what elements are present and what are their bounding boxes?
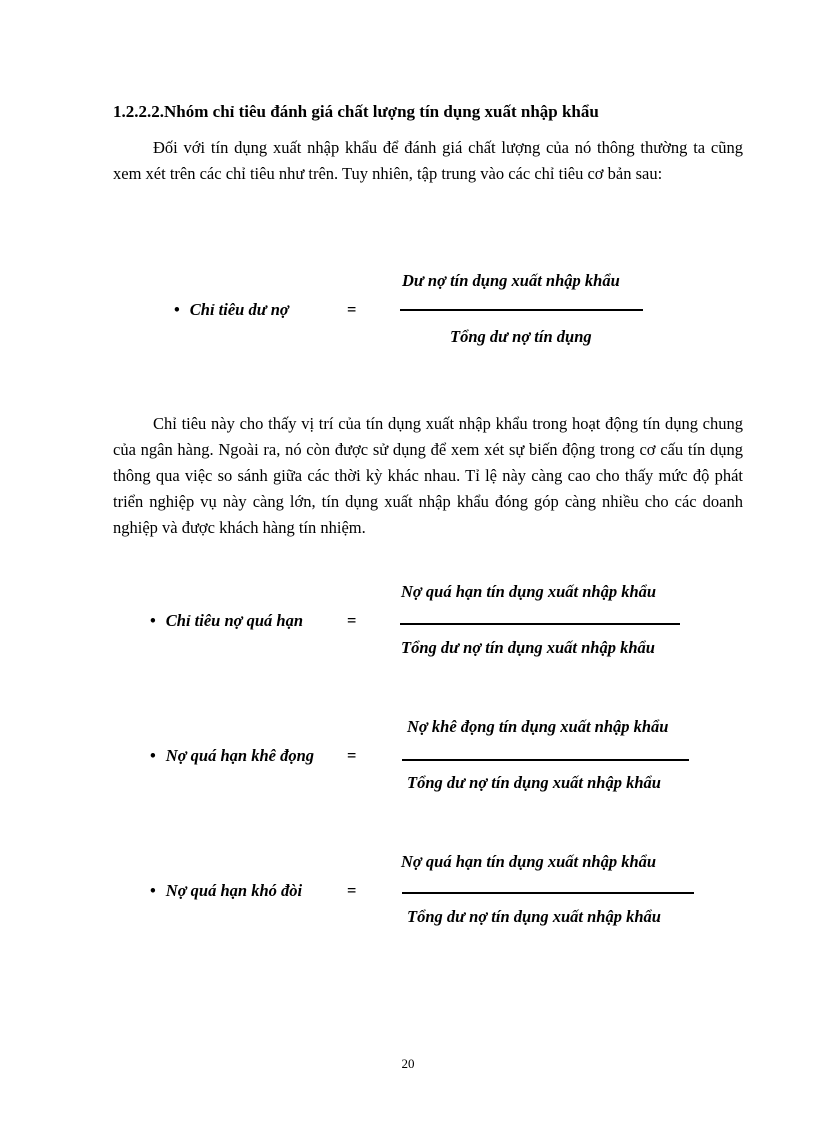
intro-paragraph bbox=[113, 135, 743, 187]
formula-numerator: Nợ quá hạn tín dụng xuất nhập khẩu bbox=[401, 852, 657, 871]
formula-denominator: Tổng dư nợ tín dụng xuất nhập khẩu bbox=[401, 638, 655, 657]
formula-label bbox=[150, 880, 302, 902]
formula-denominator: Tổng dư nợ tín dụng xuất nhập khẩu bbox=[407, 907, 661, 926]
formula-numerator: Nợ khê đọng tín dụng xuất nhập khẩu bbox=[407, 717, 669, 736]
fraction-bar bbox=[400, 623, 680, 625]
formula-denominator: Tổng dư nợ tín dụng bbox=[450, 327, 592, 346]
formula-label-text: Nợ quá hạn khó đòi bbox=[165, 881, 303, 900]
bullet-icon: • bbox=[174, 300, 180, 319]
explanation-paragraph bbox=[113, 411, 743, 541]
explanation-paragraph-text: Chỉ tiêu này cho thấy vị trí của tín dụng xuất nhập khẩu trong hoạt động tín dụng chung của ngân hàng. Ngoài ra, nó còn được sử dụng để xem xét sự biến động trong cơ cấu tín dụng thông qua việc so sánh giữa các thời kỳ khác nhau. Tỉ lệ này càng cao cho thấy mức độ phát triển nghiệp vụ này càng lớn, tín dụng xuất nhập khẩu đóng góp càng nhiều cho các doanh nghiệp và được khách hàng tín nhiệm. bbox=[113, 414, 743, 537]
equals-sign: = bbox=[347, 746, 357, 765]
equals-sign: = bbox=[347, 881, 357, 900]
formula-numerator: Dư nợ tín dụng xuất nhập khẩu bbox=[402, 271, 620, 290]
formula-label bbox=[150, 745, 314, 767]
formula-label-text: Chỉ tiêu nợ quá hạn bbox=[165, 611, 304, 630]
bullet-icon: • bbox=[150, 611, 156, 630]
fraction-bar bbox=[400, 309, 643, 311]
fraction-bar bbox=[402, 892, 694, 894]
page-number: 20 bbox=[401, 1056, 415, 1071]
formula-label-text: Chỉ tiêu dư nợ bbox=[189, 300, 289, 319]
equals-sign: = bbox=[347, 611, 357, 630]
bullet-icon: • bbox=[150, 881, 156, 900]
formula-label-text: Nợ quá hạn khê đọng bbox=[165, 746, 315, 765]
section-heading: 1.2.2.2.Nhóm chỉ tiêu đánh giá chất lượng tín dụng xuất nhập khẩu bbox=[113, 102, 599, 121]
formula-label bbox=[150, 610, 303, 632]
formula-denominator: Tổng dư nợ tín dụng xuất nhập khẩu bbox=[407, 773, 661, 792]
formula-label bbox=[174, 299, 289, 321]
fraction-bar bbox=[402, 759, 689, 761]
bullet-icon: • bbox=[150, 746, 156, 765]
formula-numerator: Nợ quá hạn tín dụng xuất nhập khẩu bbox=[401, 582, 657, 601]
intro-paragraph-text: Đối với tín dụng xuất nhập khẩu để đánh giá chất lượng của nó thông thường ta cũng xem xét trên các chỉ tiêu như trên. Tuy nhiên, tập trung vào các chỉ tiêu cơ bản sau: bbox=[113, 138, 743, 183]
equals-sign: = bbox=[347, 300, 357, 319]
